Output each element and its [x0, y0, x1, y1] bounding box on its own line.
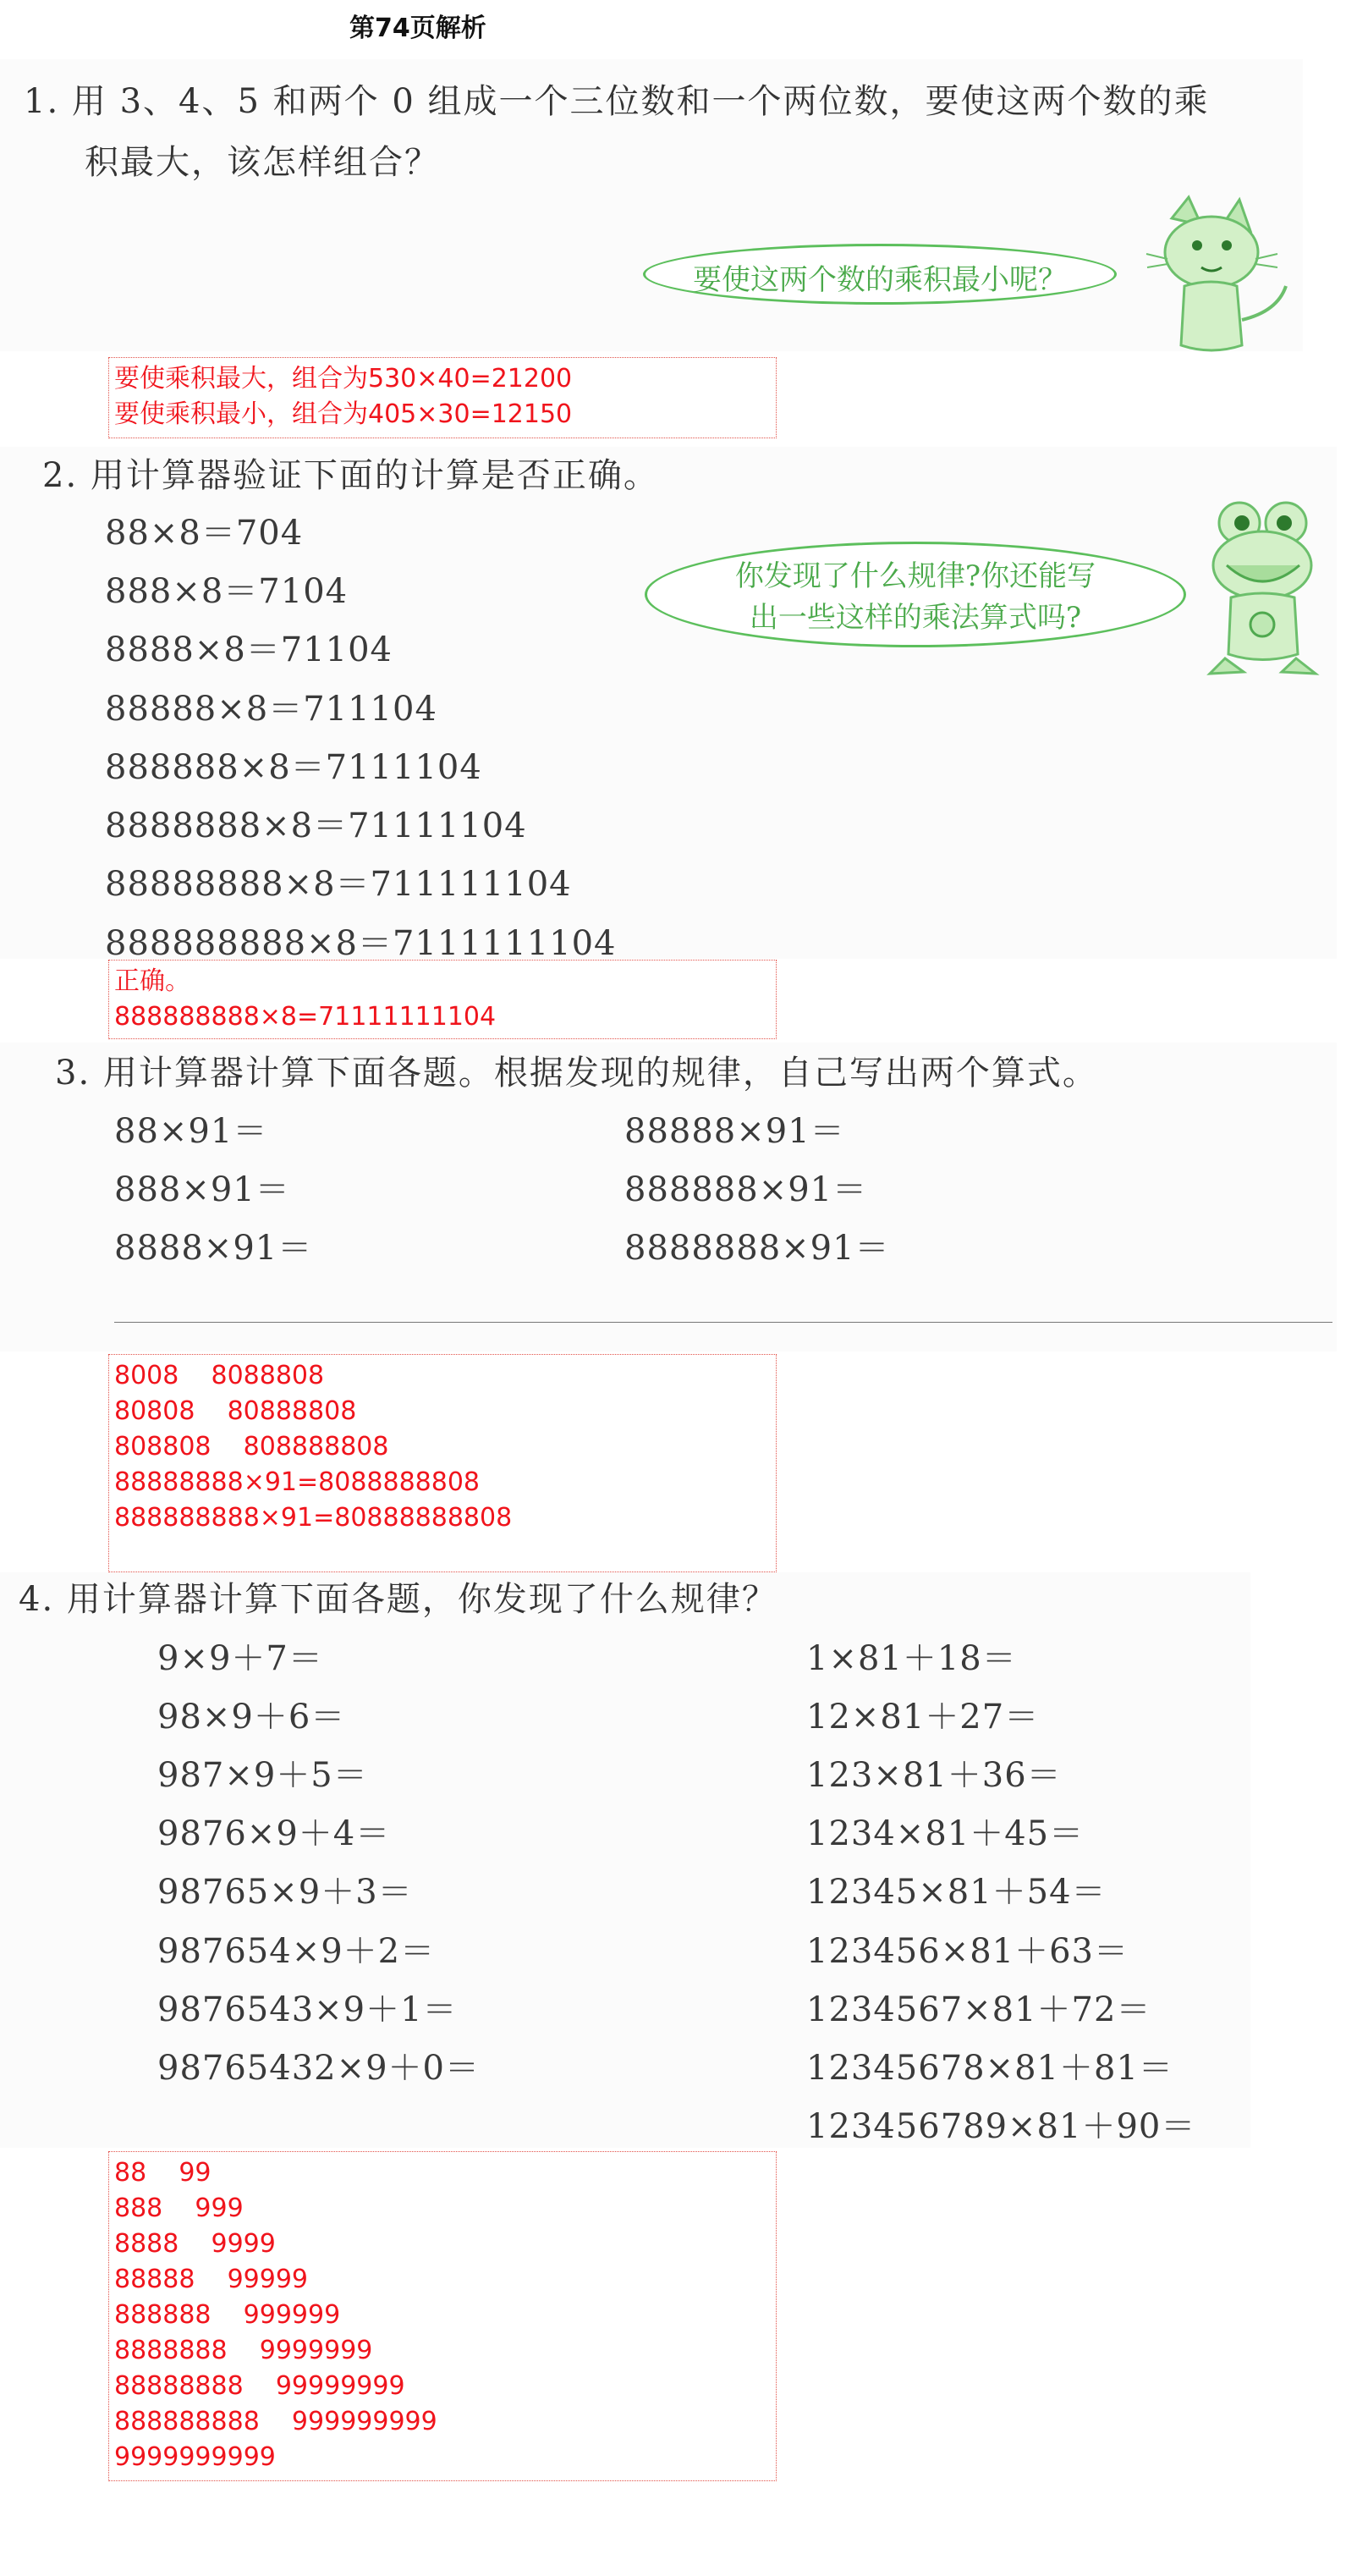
q2-answer-line: 888888888×8=71111111104: [114, 1002, 497, 1032]
q4-answer-line: 8888888 9999999: [114, 2336, 373, 2365]
q4-right-equation: 123×81＋36＝: [806, 1756, 1062, 1795]
q4-answer-line: 9999999999: [114, 2442, 276, 2472]
q2-bubble-text: 出一些这样的乘法算式吗?: [749, 601, 1082, 635]
q2-equation: 88888888×8＝711111104: [105, 865, 572, 904]
q3-text-line: 3. 用计算器计算下面各题。根据发现的规律，自己写出两个算式。: [55, 1054, 1098, 1093]
q4-answer-line: 8888 9999: [114, 2229, 276, 2259]
q4-answer-line: 88888888 99999999: [114, 2371, 405, 2401]
frog-mascot-icon: [1201, 498, 1328, 680]
q4-left-equation: 9876543×9＋1＝: [157, 1990, 458, 2029]
q2-equation: 888888×8＝7111104: [105, 748, 482, 787]
q4-text-line: 4. 用计算器计算下面各题，你发现了什么规律？: [19, 1580, 777, 1619]
q2-equation: 88×8＝704: [105, 514, 304, 553]
q2-equation: 888×8＝7104: [105, 572, 349, 611]
q4-left-equation: 9876×9＋4＝: [157, 1814, 391, 1853]
q1-answer-line: 要使乘积最小，组合为405×30=12150: [114, 399, 573, 429]
q3-left-equation: 888×91＝: [114, 1170, 290, 1209]
cat-mascot-icon: [1142, 193, 1294, 362]
q3-answer-line: 88888888×91=8088888808: [114, 1467, 481, 1497]
q2-equation: 8888×8＝71104: [105, 630, 393, 669]
q3-left-equation: 8888×91＝: [114, 1229, 313, 1268]
q3-answer-line: 80808 80888808: [114, 1396, 357, 1426]
q2-equation: 888888888×8＝7111111104: [105, 924, 617, 963]
q3-right-equation: 88888×91＝: [624, 1112, 845, 1151]
q1-speech-bubble: [643, 244, 1117, 305]
q4-answer-line: 888 999: [114, 2193, 244, 2223]
page-title: 第74页解析: [349, 14, 486, 43]
q4-right-equation: 123456789×81＋90＝: [806, 2107, 1196, 2146]
q1-text-line2: 积最大，该怎样组合？: [85, 143, 440, 182]
q4-right-equation: 1234×81＋45＝: [806, 1814, 1085, 1853]
q3-answer-box: [108, 1354, 777, 1572]
q3-answer-line: 808808 808888808: [114, 1432, 389, 1461]
q3-right-equation: 888888×91＝: [624, 1170, 868, 1209]
q3-answer-line-rule: [114, 1322, 1332, 1323]
q3-answer-line: 888888888×91=80888888808: [114, 1503, 513, 1533]
q4-answer-line: 88 99: [114, 2158, 212, 2188]
q3-right-equation: 8888888×91＝: [624, 1229, 890, 1268]
q1-answer-line: 要使乘积最大，组合为530×40=21200: [114, 364, 573, 394]
q2-speech-bubble: [645, 542, 1186, 647]
q2-equation: 8888888×8＝71111104: [105, 806, 527, 845]
q2-equation: 88888×8＝711104: [105, 690, 437, 729]
q4-right-equation: 123456×81＋63＝: [806, 1932, 1129, 1971]
q4-right-equation: 12345×81＋54＝: [806, 1873, 1107, 1912]
q1-text-line1: 1. 用 3、4、5 和两个 0 组成一个三位数和一个两位数，要使这两个数的乘: [24, 82, 1210, 121]
q4-left-equation: 98×9＋6＝: [157, 1698, 346, 1737]
q2-answer-box: [108, 960, 777, 1039]
q4-left-equation: 9×9＋7＝: [157, 1639, 323, 1678]
q4-answer-line: 88888 99999: [114, 2265, 309, 2294]
q4-right-equation: 12×81＋27＝: [806, 1698, 1040, 1737]
q4-right-equation: 12345678×81＋81＝: [806, 2049, 1173, 2088]
q4-left-equation: 987654×9＋2＝: [157, 1932, 436, 1971]
q3-answer-line: 8008 8088808: [114, 1361, 325, 1390]
q2-text-line: 2. 用计算器验证下面的计算是否正确。: [42, 456, 659, 495]
q3-left-equation: 88×91＝: [114, 1112, 268, 1151]
q4-left-equation: 987×9＋5＝: [157, 1756, 368, 1795]
q4-answer-line: 888888 999999: [114, 2300, 341, 2330]
q1-answer-box: [108, 357, 777, 438]
q4-answer-line: 888888888 999999999: [114, 2407, 437, 2436]
q4-right-equation: 1×81＋18＝: [806, 1639, 1017, 1678]
q1-bubble-text: 要使这两个数的乘积最小呢？: [693, 263, 1067, 297]
q4-left-equation: 98765432×9＋0＝: [157, 2049, 481, 2088]
q4-right-equation: 1234567×81＋72＝: [806, 1990, 1151, 2029]
q4-answer-box: [108, 2151, 777, 2481]
q4-left-equation: 98765×9＋3＝: [157, 1873, 413, 1912]
q2-answer-line: 正确。: [114, 966, 190, 996]
q2-bubble-text: 你发现了什么规律?你还能写: [734, 559, 1096, 593]
